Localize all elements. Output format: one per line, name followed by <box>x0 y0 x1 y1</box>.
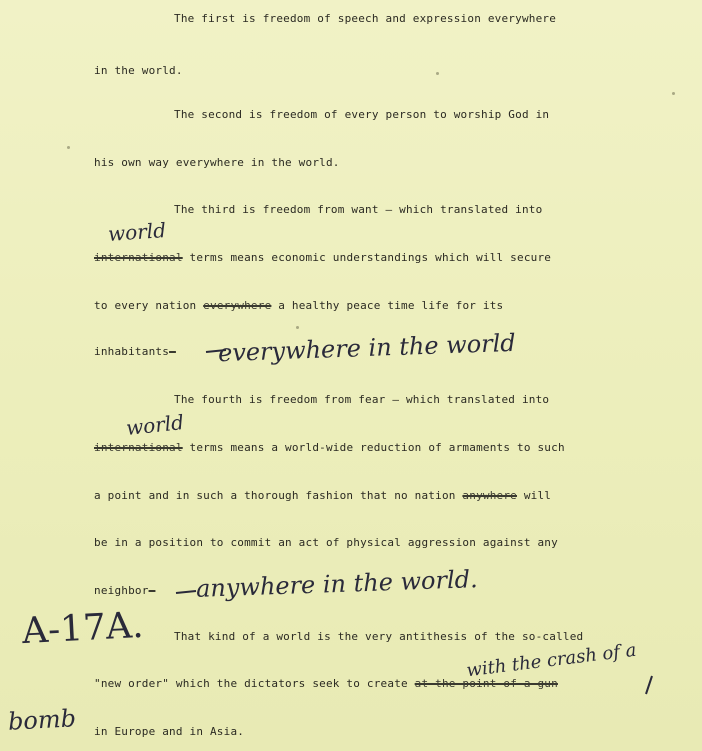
typed-line-4: his own way everywhere in the world. <box>94 156 340 169</box>
typed-line-15-pre: "new order" which the dictators seek to create <box>94 677 415 690</box>
caret-mark <box>206 350 226 352</box>
paper-speck <box>672 92 675 95</box>
typed-line-9: The fourth is freedom from fear — which translated into <box>174 393 550 406</box>
typed-line-13-pre: neighbor <box>94 584 149 597</box>
struck-phrase: at the point of a gun <box>414 677 558 690</box>
typed-line-1: The first is freedom of speech and expression everywhere <box>174 12 557 25</box>
typed-line-2: in the world. <box>94 64 183 77</box>
handwritten-everywhere-in-the-world: everywhere in the world <box>217 328 517 368</box>
paper-speck <box>436 72 439 75</box>
struck-dash: — <box>169 345 176 358</box>
typed-line-7-pre: to every nation <box>94 299 204 312</box>
handwritten-world-2: world <box>124 410 186 440</box>
typed-line-11-post: will <box>517 489 552 502</box>
typed-line-3: The second is freedom of every person to worship God in <box>174 108 550 121</box>
typed-line-12: be in a position to commit an act of physical aggression against any <box>94 536 558 549</box>
typed-line-16: in Europe and in Asia. <box>94 725 245 738</box>
caret-mark <box>646 676 652 694</box>
struck-word: international <box>94 251 183 264</box>
struck-word: everywhere <box>203 299 272 312</box>
typed-line-14: That kind of a world is the very antithesis of the so-called <box>174 630 584 643</box>
paper-speck <box>67 146 70 149</box>
typed-line-8-pre: inhabitants <box>94 345 170 358</box>
struck-word: international <box>94 441 183 454</box>
handwritten-world-1: world <box>107 218 167 246</box>
paper-speck <box>296 326 299 329</box>
handwritten-anywhere-in-the-world: anywhere in the world. <box>195 565 479 603</box>
struck-dash: — <box>148 584 156 597</box>
page-number-stamp: A-17A. <box>21 604 145 653</box>
caret-mark <box>176 591 196 593</box>
typed-line-10-post: terms means a world-wide reduction of armaments to such <box>182 441 565 454</box>
typed-line-5: The third is freedom from want — which translated into <box>174 203 543 216</box>
handwritten-with-the-crash-of-a: with the crash of a <box>465 639 638 682</box>
typed-line-6-post: terms means economic understandings which will secure <box>182 251 552 264</box>
struck-word: anywhere <box>462 489 518 502</box>
handwritten-bomb: bomb <box>7 704 77 736</box>
typed-line-11-pre: a point and in such a thorough fashion that no nation <box>94 489 463 502</box>
typed-line-7-post: a healthy peace time life for its <box>271 299 504 312</box>
